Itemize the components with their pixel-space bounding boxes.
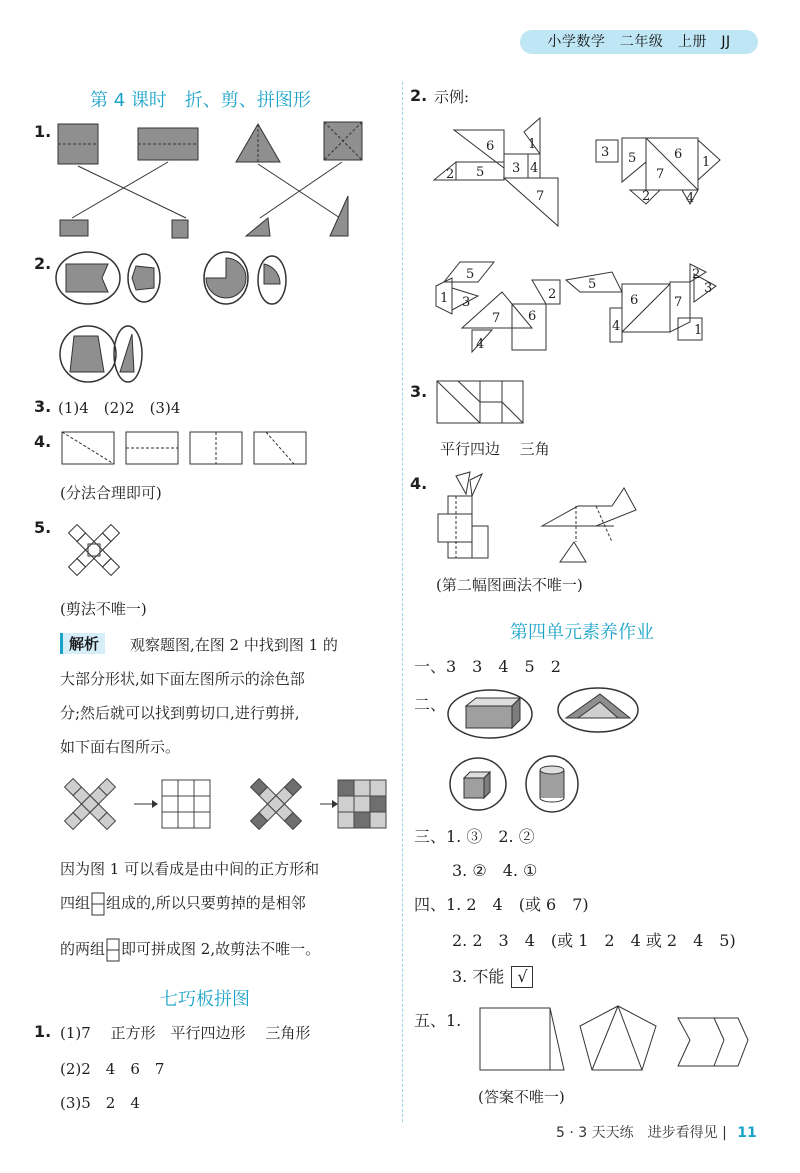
section-5-figures bbox=[476, 1000, 752, 1076]
page-number: 11 bbox=[737, 1125, 757, 1141]
tan-b-label-3: 1 bbox=[702, 155, 711, 170]
tangram-q1-line-3: (3)5 2 4 bbox=[60, 1094, 140, 1112]
because-line-2 bbox=[60, 892, 306, 916]
check-box: √ bbox=[511, 966, 533, 988]
tan-a-label-2: 3 bbox=[512, 161, 521, 176]
r-q2-text: 示例: bbox=[434, 88, 470, 106]
r-q3-caption: 平行四边 三角 bbox=[440, 440, 550, 458]
r-q3-label: 3. bbox=[410, 382, 428, 401]
q2-figures bbox=[56, 250, 306, 380]
section-2-label: 二、 bbox=[414, 695, 447, 714]
tangram-figure-horse bbox=[432, 258, 572, 358]
analysis-line-4: 如下面右图所示。 bbox=[60, 738, 181, 756]
tangram-figure-animal bbox=[594, 130, 724, 210]
q3-label: 3. bbox=[34, 397, 52, 416]
because-line-2a: 四组 bbox=[60, 894, 91, 912]
tan-c-label-2: 3 bbox=[462, 295, 471, 310]
unit-title: 第四单元素养作业 bbox=[510, 622, 654, 643]
q1-label: 1. bbox=[34, 122, 52, 141]
bracket-shape-icon bbox=[90, 892, 106, 916]
tan-a-label-6: 7 bbox=[536, 189, 545, 204]
tan-c-label-4: 2 bbox=[548, 287, 557, 302]
r-q4-note: (第二幅图画法不唯一) bbox=[436, 576, 583, 594]
tan-d-label-6: 1 bbox=[694, 323, 703, 338]
tan-b-label-1: 5 bbox=[628, 151, 637, 166]
analysis-tag: 解析 bbox=[60, 633, 105, 654]
q5-cross-figure bbox=[58, 514, 130, 586]
because-line-2b: 组成的,所以只要剪掉的是相邻 bbox=[106, 894, 306, 912]
q2-label: 2. bbox=[34, 254, 52, 273]
tangram-q1-label: 1. bbox=[34, 1022, 52, 1041]
tan-b-label-5: 2 bbox=[642, 189, 651, 204]
tangram-q1-line-1: (1)7 正方形 平行四边形 三角形 bbox=[60, 1024, 311, 1042]
r-q4-figures bbox=[436, 470, 646, 564]
tan-b-label-4: 7 bbox=[656, 167, 665, 182]
footer bbox=[556, 1122, 757, 1142]
tan-c-label-1: 1 bbox=[440, 291, 449, 306]
q1-matching-figure bbox=[50, 118, 360, 243]
lesson-title: 第 4 课时 折、剪、拼图形 bbox=[90, 90, 311, 111]
tangram-figure-dog bbox=[566, 262, 736, 352]
tan-d-label-5: 4 bbox=[612, 319, 621, 334]
r-q4-label: 4. bbox=[410, 474, 428, 493]
section-2-figures bbox=[448, 684, 648, 814]
tangram-title: 七巧板拼图 bbox=[160, 989, 250, 1010]
r-q3-figure bbox=[436, 380, 526, 426]
tan-a-label-5: 5 bbox=[476, 165, 485, 180]
q5-label: 5. bbox=[34, 518, 52, 537]
section-5-label: 五、1. bbox=[414, 1011, 462, 1030]
r-q2-label: 2. bbox=[410, 86, 428, 105]
section-5-note: (答案不唯一) bbox=[478, 1088, 565, 1106]
column-divider bbox=[402, 82, 403, 1122]
analysis-line-2: 大部分形状,如下面左图所示的涂色部 bbox=[60, 670, 305, 688]
tan-c-label-5: 6 bbox=[528, 309, 537, 324]
tan-d-label-0: 5 bbox=[588, 277, 597, 292]
header-tag: 小学数学 二年级 上册 JJ bbox=[520, 30, 758, 54]
tangram-figure-bird bbox=[434, 118, 564, 228]
q4-divided-rectangles bbox=[60, 428, 310, 468]
section-4-line-2: 2. 2 3 4 (或 1 2 4 或 2 4 5) bbox=[452, 931, 736, 950]
tan-b-label-0: 3 bbox=[601, 145, 610, 160]
because-line-3a: 的两组 bbox=[60, 940, 106, 958]
tan-b-label-6: 4 bbox=[686, 191, 695, 206]
q4-note: (分法合理即可) bbox=[60, 484, 162, 502]
section-1: 一、3 3 4 5 2 bbox=[414, 657, 561, 676]
tangram-q1-line-2: (2)2 4 6 7 bbox=[60, 1060, 165, 1078]
footer-brand: 5 · 3 天天练 进步看得见 | bbox=[556, 1125, 727, 1141]
because-line-3b: 即可拼成图 2,故剪法不唯一。 bbox=[121, 940, 321, 958]
q3-answer: (1)4 (2)2 (3)4 bbox=[58, 399, 181, 417]
tan-d-label-4: 3 bbox=[704, 281, 713, 296]
q5-note: (剪法不唯一) bbox=[60, 600, 147, 618]
section-4-line-1: 四、1. 2 4 (或 6 7) bbox=[414, 895, 589, 914]
tan-d-label-2: 7 bbox=[674, 295, 683, 310]
section-3-line-2: 3. ② 4. ① bbox=[452, 861, 538, 880]
tan-c-label-6: 4 bbox=[476, 337, 485, 352]
because-line-1: 因为图 1 可以看成是由中间的正方形和 bbox=[60, 860, 320, 878]
tan-d-label-1: 6 bbox=[630, 293, 639, 308]
analysis-line-3: 分;然后就可以找到剪切口,进行剪拼, bbox=[60, 704, 300, 722]
section-4-line-3-text: 3. 不能 bbox=[452, 967, 505, 986]
section-3-line-1: 三、1. ③ 2. ② bbox=[414, 827, 535, 846]
analysis-line-1: 观察题图,在图 2 中找到图 1 的 bbox=[130, 636, 338, 654]
tan-a-label-4: 2 bbox=[446, 167, 455, 182]
q4-label: 4. bbox=[34, 432, 52, 451]
tan-d-label-3: 2 bbox=[692, 267, 701, 282]
analysis-figures bbox=[62, 770, 392, 838]
tan-c-label-0: 5 bbox=[466, 267, 475, 282]
tan-a-label-3: 4 bbox=[530, 161, 539, 176]
tan-b-label-2: 6 bbox=[674, 147, 683, 162]
bracket-shape-icon-2 bbox=[105, 938, 121, 962]
because-line-3 bbox=[60, 938, 320, 962]
tan-a-label-0: 6 bbox=[486, 139, 495, 154]
section-4-line-3 bbox=[452, 964, 533, 988]
tan-a-label-1: 1 bbox=[528, 137, 537, 152]
tan-c-label-3: 7 bbox=[492, 311, 501, 326]
